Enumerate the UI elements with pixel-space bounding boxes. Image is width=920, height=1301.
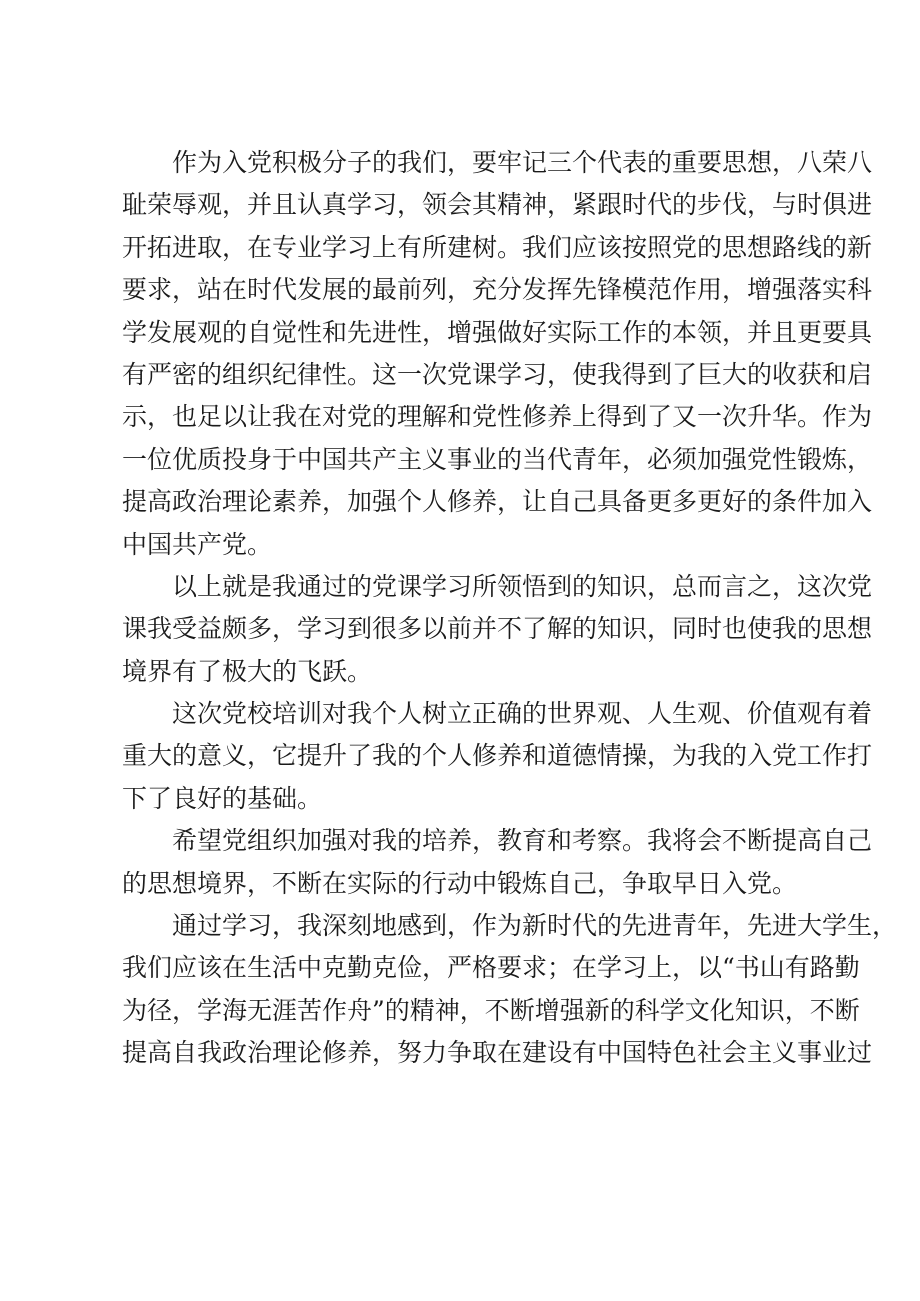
paragraph-first-line: 通过学习，我深刻地感到，作为新时代的先进青年，先进大学生， (172, 911, 898, 941)
text-line: 提高政治理论素养，加强个人修养，让自己具备更多更好的条件加入 (122, 487, 873, 517)
text-line: 为径，学海无涯苦作舟”的精神，不断增强新的科学文化知识，不断 (122, 995, 860, 1025)
text-line: 有严密的组织纪律性。这一次党课学习，使我得到了巨大的收获和启 (122, 359, 873, 389)
text-line: 学发展观的自觉性和先进性，增强做好实际工作的本领，并且更要具 (122, 317, 873, 347)
text-line: 要求，站在时代发展的最前列，充分发挥先锋模范作用，增强落实科 (122, 275, 873, 305)
paragraph-first-line: 作为入党积极分子的我们，要牢记三个代表的重要思想，八荣八 (172, 148, 873, 177)
text-line: 下了良好的基础。 (122, 783, 323, 813)
text-line: 一位优质投身于中国共产主义事业的当代青年，必须加强党性锻炼， (122, 444, 873, 474)
text-line: 境界有了极大的飞跃。 (122, 656, 373, 686)
text-line: 耻荣辱观，并且认真学习，领会其精神，紧跟时代的步伐，与时俱进 (122, 190, 873, 220)
text-line: 的思想境界，不断在实际的行动中锻炼自己，争取早日入党。 (122, 868, 798, 898)
text-line: 提高自我政治理论修养，努力争取在建设有中国特色社会主义事业过 (122, 1038, 873, 1068)
text-line: 课我受益颇多，学习到很多以前并不了解的知识，同时也使我的思想 (122, 614, 873, 644)
paragraph-first-line: 这次党校培训对我个人树立正确的世界观、人生观、价值观有着 (172, 699, 873, 729)
paragraph-first-line: 以上就是我通过的党课学习所领悟到的知识，总而言之，这次党 (172, 571, 873, 601)
paragraph-first-line: 希望党组织加强对我的培养，教育和考察。我将会不断提高自己 (172, 826, 873, 856)
text-line: 我们应该在生活中克勤克俭，严格要求；在学习上，以“书山有路勤 (122, 953, 860, 983)
text-line: 开拓进取，在专业学习上有所建树。我们应该按照党的思想路线的新 (122, 232, 873, 262)
text-line: 中国共产党。 (122, 529, 273, 559)
text-line: 重大的意义，它提升了我的个人修养和道德情操，为我的入党工作打 (122, 741, 873, 771)
text-line: 示，也足以让我在对党的理解和党性修养上得到了又一次升华。作为 (122, 402, 873, 432)
document-body (122, 142, 898, 1075)
